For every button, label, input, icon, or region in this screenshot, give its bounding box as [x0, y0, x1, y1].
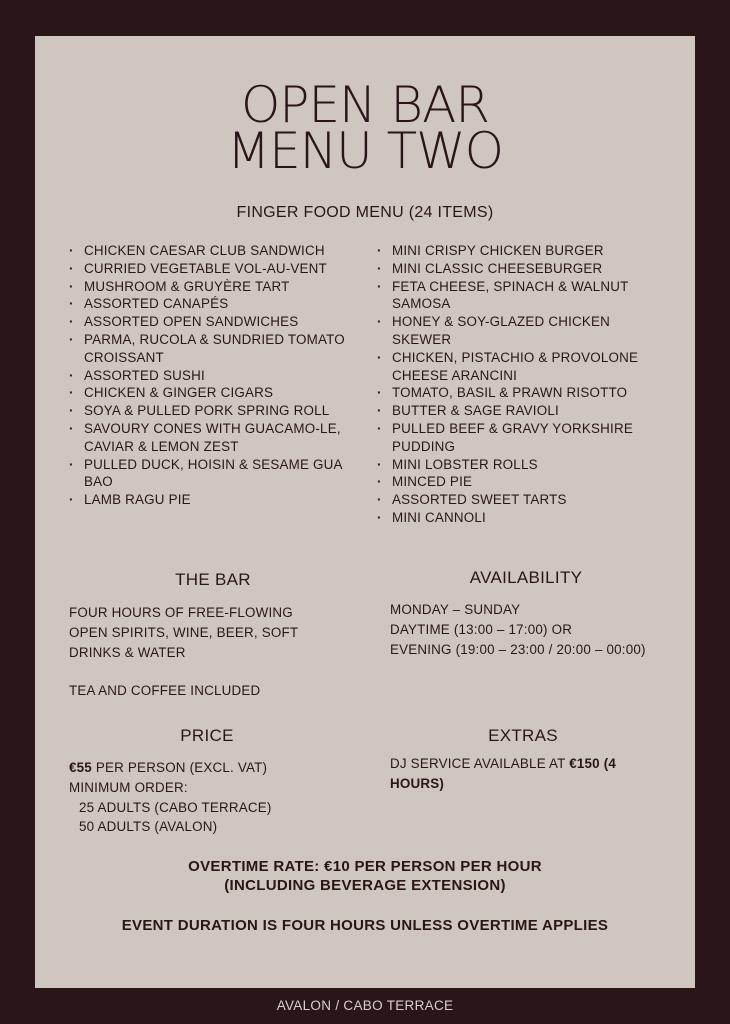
footer-venue: AVALON / CABO TERRACE	[276, 998, 454, 1013]
list-item: · CHICKEN CAESAR CLUB SANDWICH	[69, 242, 369, 260]
finger-food-heading: FINGER FOOD MENU (24 ITEMS)	[236, 204, 494, 221]
list-item: · MINI CRISPY CHICKEN BURGER	[377, 242, 667, 260]
list-item: · TOMATO, BASIL & PRAWN RISOTTO	[377, 384, 667, 402]
list-item: · MINI CANNOLI	[377, 509, 667, 527]
price-heading: PRICE	[180, 726, 234, 745]
overtime-rate	[35, 857, 695, 895]
availability-line-1: MONDAY – SUNDAY	[390, 602, 521, 617]
list-item: · BUTTER & SAGE RAVIOLI	[377, 402, 667, 420]
availability-line-2: DAYTIME (13:00 – 17:00) OR	[390, 621, 573, 637]
list-item: · CHICKEN & GINGER CIGARS	[69, 384, 369, 402]
list-item: · PULLED BEEF & GRAVY YORKSHIRE PUDDING	[377, 420, 667, 456]
event-duration-note: EVENT DURATION IS FOUR HOURS UNLESS OVERTIME APPLIES	[121, 917, 609, 934]
finger-food-list-right	[377, 242, 667, 527]
list-item: · ASSORTED OPEN SANDWICHES	[69, 313, 369, 331]
minimum-order-label: MINIMUM ORDER:	[69, 779, 188, 795]
minimum-order-2: 50 ADULTS (AVALON)	[79, 819, 218, 835]
list-item: · LAMB RAGU PIE	[69, 491, 369, 509]
availability-line-3: EVENING (19:00 – 23:00 / 20:00 – 00:00)	[390, 641, 646, 657]
menu-title	[35, 76, 695, 180]
price-line	[69, 758, 369, 778]
list-item: · CHICKEN, PISTACHIO & PROVOLONE CHEESE ARANCINI	[377, 349, 667, 385]
list-item: · PULLED DUCK, HOISIN & SESAME GUA BAO	[69, 456, 369, 492]
overtime-line-2: (INCLUDING BEVERAGE EXTENSION)	[224, 877, 506, 894]
extras-amount: €150 (4 HOURS)	[390, 756, 617, 791]
list-item: · SAVOURY CONES WITH GUACAMO-LE, CAVIAR & LEMON ZEST	[69, 420, 369, 456]
overtime-line-1: OVERTIME RATE: €10 PER PERSON PER HOUR	[188, 858, 542, 875]
list-item: · FETA CHEESE, SPINACH & WALNUT SAMOSA	[377, 278, 667, 314]
list-item: · ASSORTED SWEET TARTS	[377, 491, 667, 509]
list-item: · ASSORTED CANAPÉS	[69, 295, 369, 313]
menu-panel	[35, 36, 695, 988]
price-amount: €55	[69, 760, 92, 775]
bar-heading: THE BAR	[175, 570, 251, 589]
availability-description	[390, 600, 690, 659]
bar-line-2: OPEN SPIRITS, WINE, BEER, SOFT	[69, 624, 299, 640]
list-item: · HONEY & SOY-GLAZED CHICKEN SKEWER	[377, 313, 667, 349]
bar-description	[69, 603, 369, 701]
finger-food-list-left	[69, 242, 369, 509]
list-item: · CURRIED VEGETABLE VOL-AU-VENT	[69, 260, 369, 278]
extras-heading: EXTRAS	[488, 726, 558, 745]
list-item: · MINI LOBSTER ROLLS	[377, 456, 667, 474]
list-item: · SOYA & PULLED PORK SPRING ROLL	[69, 402, 369, 420]
list-item: · MUSHROOM & GRUYÈRE TART	[69, 278, 369, 296]
price-description	[69, 758, 369, 837]
list-item: · MINI CLASSIC CHEESEBURGER	[377, 260, 667, 278]
bar-line-4: TEA AND COFFEE INCLUDED	[69, 683, 261, 699]
availability-heading: AVAILABILITY	[469, 568, 583, 587]
list-item: · MINCED PIE	[377, 473, 667, 491]
price-per-person: PER PERSON (EXCL. VAT)	[91, 760, 268, 775]
list-item: · ASSORTED SUSHI	[69, 367, 369, 385]
extras-description	[390, 754, 660, 794]
title-line-1: OPEN BAR	[240, 76, 490, 134]
title-line-2: MENU TWO	[227, 122, 503, 180]
bar-line-3: DRINKS & WATER	[69, 644, 186, 660]
list-item: · PARMA, RUCOLA & SUNDRIED TOMATO CROISSANT	[69, 331, 369, 367]
extras-text: DJ SERVICE AVAILABLE AT	[390, 756, 570, 771]
bar-line-1: FOUR HOURS OF FREE-FLOWING	[69, 605, 293, 620]
minimum-order-1: 25 ADULTS (CABO TERRACE)	[79, 799, 272, 815]
